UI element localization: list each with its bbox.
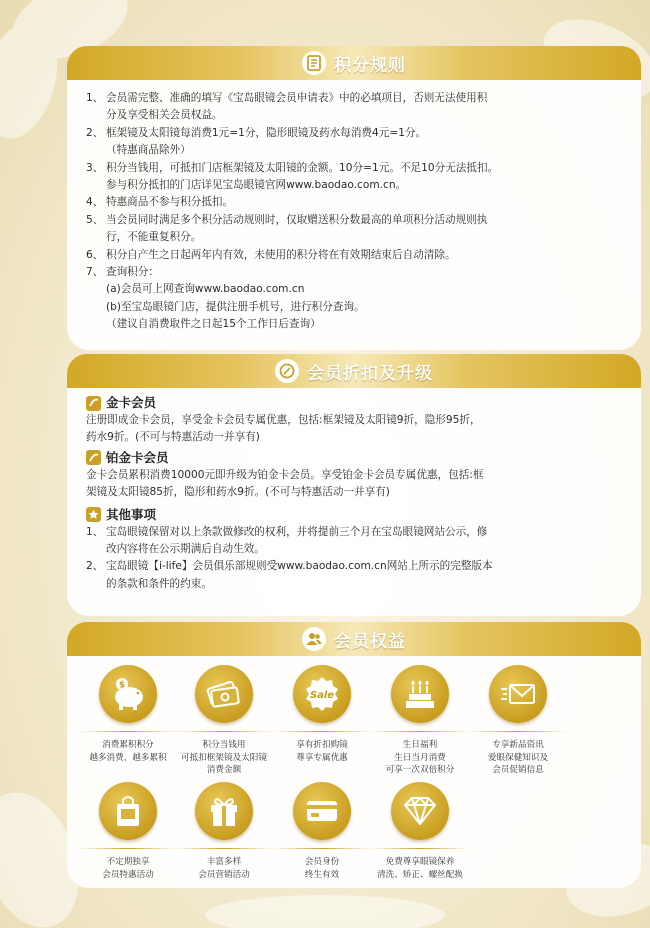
rules-list (86, 90, 631, 334)
benefits-banner (67, 622, 641, 656)
birthday-cake-icon (391, 665, 449, 723)
benefit-news (458, 665, 578, 777)
benefit-caption: 消费累积积分 越多消费，越多累积 (89, 740, 167, 763)
benefit-caption: 享有折扣购镜 尊享专属优惠 (296, 740, 348, 763)
rule-item (86, 264, 631, 281)
mail-icon (489, 665, 547, 723)
diamond-icon (391, 782, 449, 840)
discount-banner (67, 354, 641, 388)
svg-text:$: $ (118, 680, 126, 691)
members-icon (302, 627, 326, 651)
gold-card-icon (86, 396, 101, 411)
item-number: 2、 (86, 126, 104, 139)
item-text: 当会员同时满足多个积分活动规则时，仅取赠送积分数最高的单项积分活动规则执 行，不能重复积分。 (106, 213, 488, 244)
item-text: 会员需完整、准确的填写《宝岛眼镜会员申请表》中的必填项目，否则无法使用积 分及享受相关会员权益。 (106, 92, 488, 122)
rule-item (86, 212, 631, 247)
rule-item (86, 247, 631, 264)
sale-tag-icon (293, 665, 351, 723)
platinum-card-text: 架镜及太阳镜85折，隐形和药水9折。(不可与特惠活动一并享有) (86, 486, 390, 499)
benefit-caption: 积分当钱用 可抵扣框架镜及太阳镜 消费金额 (181, 740, 267, 775)
item-text: 查询积分： (106, 266, 159, 279)
item-number: 1、 (86, 92, 104, 104)
gift-icon (195, 782, 253, 840)
coupon-icon (275, 359, 299, 383)
item-number: 7、 (86, 266, 104, 279)
rule-item (86, 125, 631, 160)
item-number: 3、 (86, 161, 104, 174)
benefit-caption: 不定期独享 会员特惠活动 (102, 857, 154, 880)
star-icon (86, 507, 101, 522)
rule-item (86, 90, 631, 125)
item-text: 宝岛眼镜【i-life】会员俱乐部规则受www.baodao.com.cn网站上所示的完整版本 的条款和条件的约束。 (106, 560, 493, 590)
shopping-bag-icon (99, 782, 157, 840)
document-icon (302, 51, 326, 75)
rule-item (86, 194, 631, 211)
gold-card-text: 注册即成金卡会员，享受金卡会员专属优惠，包括:框架镜及太阳镜9折，隐形95折， (86, 414, 481, 426)
item-text: 积分当钱用，可抵扣门店框架镜及太阳镜的金额。10分=1元。不足10分无法抵扣。 参与积分抵扣的门店详见宝岛眼镜官网www.baodao.com.cn。 (106, 161, 499, 192)
benefit-caption: 生日福利 生日当月消费 可享一次双倍积分 (385, 740, 455, 775)
other-item (86, 524, 631, 559)
query-line: （建议自消费取件之日起15个工作日后查询） (106, 318, 321, 331)
query-line: (a)会员可上网查询www.baodao.com.cn (106, 283, 305, 296)
benefits-title: 会员权益 (334, 631, 406, 652)
platinum-card-text: 金卡会员累积消费10000元即升级为铂金卡会员。享受铂金卡会员专属优惠，包括:框 (86, 468, 484, 481)
member-card-icon (293, 782, 351, 840)
platinum-card-heading: 铂金卡会员 (86, 449, 631, 467)
gold-card-text: 药水9折。(不可与特惠活动一并享有) (86, 431, 260, 444)
item-number: 2、 (86, 560, 104, 573)
cash-stack-icon (195, 665, 253, 723)
svg-text:Sale: Sale (309, 690, 335, 701)
item-number: 5、 (86, 213, 104, 226)
benefit-caption: 会员身份 终生有效 (304, 857, 340, 880)
item-text: 宝岛眼镜保留对以上条款做修改的权利，并将提前三个月在宝岛眼镜网站公示，修 改内容将在公示期满后自动生效。 (106, 525, 488, 556)
item-number: 6、 (86, 248, 104, 261)
rules-title: 积分规则 (334, 55, 406, 76)
benefit-maintenance (360, 782, 480, 881)
other-item (86, 558, 631, 593)
other-matters-heading: 其他事项 (86, 506, 631, 524)
item-text: 特惠商品不参与积分抵扣。 (106, 196, 234, 209)
benefit-caption: 丰富多样 会员营销活动 (198, 857, 250, 880)
item-number: 4、 (86, 196, 104, 209)
discount-title: 会员折扣及升级 (307, 363, 433, 384)
platinum-card-icon (86, 450, 101, 465)
discount-content (86, 394, 631, 593)
rules-banner (67, 46, 641, 80)
item-text: 积分自产生之日起两年内有效，未使用的积分将在有效期结束后自动清除。 (106, 248, 456, 261)
benefit-caption: 专享新品资讯 爱眼保健知识及 会员促销信息 (487, 740, 549, 775)
item-text: 框架镜及太阳镜每消费1元=1分，隐形眼镜及药水每消费4元=1分。 （特惠商品除外） (106, 126, 427, 157)
query-line: (b)至宝岛眼镜门店，提供注册手机号，进行积分查询。 (106, 300, 365, 313)
rule-item (86, 160, 631, 195)
benefit-caption: 免费尊享眼镜保养 清洗、矫正、螺丝配换 (377, 857, 463, 880)
piggy-bank-icon (99, 665, 157, 723)
item-number: 1、 (86, 525, 104, 538)
gold-card-heading: 金卡会员 (86, 394, 631, 412)
